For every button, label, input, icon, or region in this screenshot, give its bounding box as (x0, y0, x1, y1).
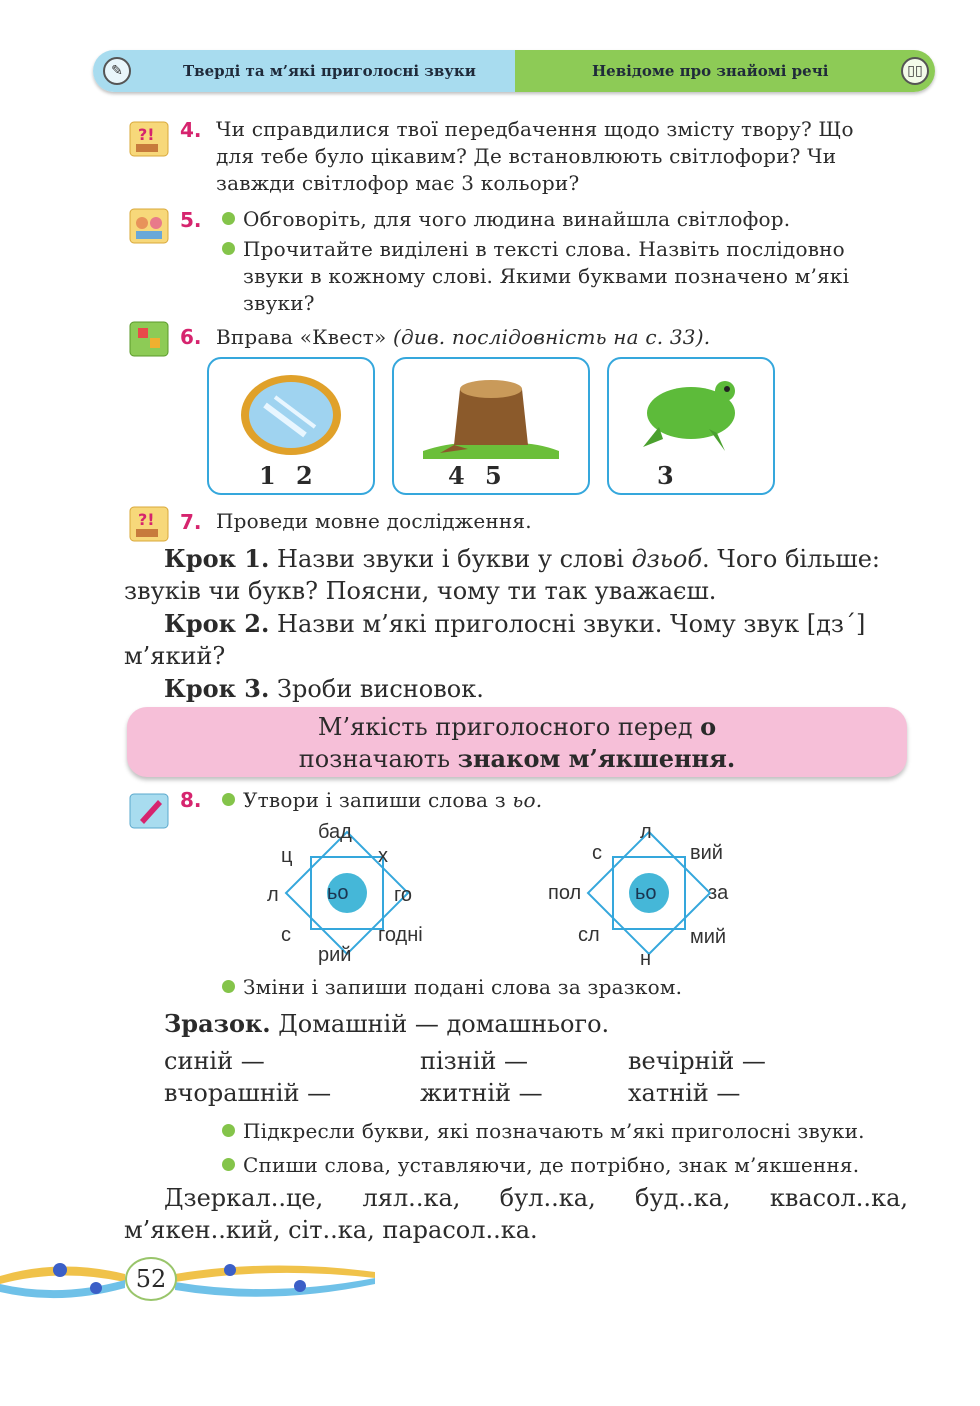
star-center: ьо (635, 882, 657, 904)
task6-text (216, 324, 916, 351)
step3-line (164, 673, 914, 705)
task5-bullet1-text: Обговоріть, для чого людина винайшла світлофор. (243, 207, 791, 231)
task6-label: Вправа «Квест» (216, 325, 387, 349)
step1-line1 (164, 543, 914, 575)
floral-ornament-icon (0, 1248, 380, 1306)
rule-line2 (127, 743, 907, 775)
task5-bullet2 (222, 236, 922, 317)
rule-line1 (127, 711, 907, 743)
svg-text:?!: ?! (138, 510, 155, 529)
step1-text: Назви звуки і букви у слові (277, 545, 624, 573)
star-word: годні (378, 924, 423, 946)
task4-text (216, 116, 916, 197)
svg-text:?!: ?! (138, 125, 155, 144)
header-right-title: Невідоме про знайомі речі (592, 62, 829, 80)
word-star-2 (540, 818, 740, 968)
header-left (93, 50, 515, 92)
bullet-icon (222, 793, 235, 806)
sample-text: Домашній — домашнього. (278, 1010, 610, 1038)
rule-line1-bold: о (700, 712, 717, 741)
book-icon: ▯▯ (901, 57, 929, 85)
word-cell: пізній — (420, 1047, 529, 1075)
star-word: л (640, 821, 652, 843)
discussion-badge-icon (128, 205, 174, 245)
mirror-image (235, 365, 347, 461)
word-cell: вечірній — (628, 1047, 766, 1075)
task5-bullet2-line: звуки? (243, 291, 315, 315)
task4-line: Чи справдилися твої передбачення щодо змісту твору? Що (216, 117, 854, 141)
star-word: сл (578, 924, 600, 946)
task8-bullet3-text: Підкресли букви, які позначають м’які приголосні звуки. (243, 1119, 865, 1143)
step1-label: Крок 1. (164, 544, 270, 573)
word-cell: хатній — (628, 1079, 741, 1107)
word-cell: синій — (164, 1047, 265, 1075)
task8-bullet4-text: Спиши слова, уставляючи, де потрібно, знак м’якшення. (243, 1153, 860, 1177)
rule-line2-text: позначають (298, 745, 458, 773)
card-label: 1 2 (259, 461, 319, 490)
rule-line1-text: М’якість приголосного перед (317, 713, 701, 741)
task7-number: 7. (180, 510, 202, 534)
task6-note: (див. послідовність на с. 33). (392, 325, 711, 349)
sample-line (164, 1008, 609, 1040)
sample-label: Зразок. (164, 1009, 271, 1038)
star-center: ьо (327, 882, 349, 904)
star-word: го (394, 884, 412, 906)
bullet-icon (222, 980, 235, 993)
bullet-icon (222, 242, 235, 255)
task8-number: 8. (180, 788, 202, 812)
step1-word: дзьоб (631, 545, 703, 573)
word-cell: житній — (420, 1079, 543, 1107)
star-word: ц (281, 845, 293, 867)
star-word: рий (318, 944, 352, 966)
task5-bullet2-line: звуки в кожному слові. Якими буквами позначено м’які (243, 264, 850, 288)
step2-text: Назви м’які приголосні звуки. Чому звук [дз´] (277, 610, 866, 638)
quest-card-frog (607, 357, 775, 495)
final-line1: Дзеркал..це, лял..ка, бул..ка, буд..ка, квасол..ка, (164, 1184, 908, 1212)
task8-bullet4 (222, 1152, 859, 1179)
star-word: с (592, 842, 602, 864)
word-cell: вчорашній — (164, 1079, 332, 1107)
task8-bullet1-text: Утвори і запиши слова з (243, 788, 513, 812)
task5-bullet2-line: Прочитайте виділені в тексті слова. Назвіть послідовно (243, 237, 845, 261)
step1-text-b: . Чого більше: (702, 545, 880, 573)
pen-icon: ✎ (103, 57, 131, 85)
card-label: 4 5 (448, 461, 508, 490)
task4-line: для тебе було цікавим? Де встановлюють світлофори? Чи (216, 144, 837, 168)
star-word: вий (690, 842, 723, 864)
header-left-title: Тверді та м’які приголосні звуки (183, 62, 476, 80)
final-line2: м’якен..кий, сіт..ка, парасол..ка. (124, 1216, 538, 1244)
puzzle-badge-icon (128, 318, 174, 358)
task8-bullet2 (222, 974, 682, 1001)
header-right (515, 50, 935, 92)
step2-line2: м’який? (124, 642, 226, 670)
rule-box (127, 707, 907, 777)
word-star-1 (256, 818, 446, 968)
writing-badge-icon (128, 790, 174, 830)
task4-line: завжди світлофор має 3 кольори? (216, 171, 580, 195)
card-label: 3 (657, 461, 680, 490)
rule-line2-bold: знаком м’якшення. (457, 744, 736, 773)
step2-label: Крок 2. (164, 609, 270, 638)
frog-image (629, 367, 753, 455)
star-word: пол (548, 882, 582, 904)
star-word: мий (690, 926, 727, 948)
star-word: бад (318, 821, 352, 843)
stump-image (418, 369, 564, 459)
step2-line1 (164, 608, 914, 640)
task4-number: 4. (180, 118, 202, 142)
bullet-icon (222, 1158, 235, 1171)
task7-text: Проведи мовне дослідження. (216, 509, 532, 533)
step3-text: Зроби висновок. (277, 675, 484, 703)
star-word: л (267, 884, 279, 906)
task8-bullet3 (222, 1118, 865, 1145)
header-bar (93, 50, 935, 92)
quest-card-mirror (207, 357, 375, 495)
step1-line2: звуків чи букв? Поясни, чому ти так уважаєш. (124, 577, 717, 605)
task8-bullet2-text: Зміни і запиши подані слова за зразком. (243, 975, 683, 999)
star-word: н (640, 948, 652, 970)
research-badge-icon (128, 503, 174, 543)
step3-label: Крок 3. (164, 674, 270, 703)
star-word: х (378, 845, 388, 867)
task6-number: 6. (180, 325, 202, 349)
bullet-icon (222, 212, 235, 225)
task5-bullet1 (222, 206, 922, 233)
thinking-badge-icon (128, 118, 174, 158)
star-word: с (281, 924, 291, 946)
bullet-icon (222, 1124, 235, 1137)
star-word: за (708, 882, 729, 904)
task5-number: 5. (180, 208, 202, 232)
quest-card-stump (392, 357, 590, 495)
task8-bullet1 (222, 787, 542, 814)
page-number: 52 (125, 1257, 177, 1301)
task8-bullet1-letters: ьо. (512, 788, 543, 812)
